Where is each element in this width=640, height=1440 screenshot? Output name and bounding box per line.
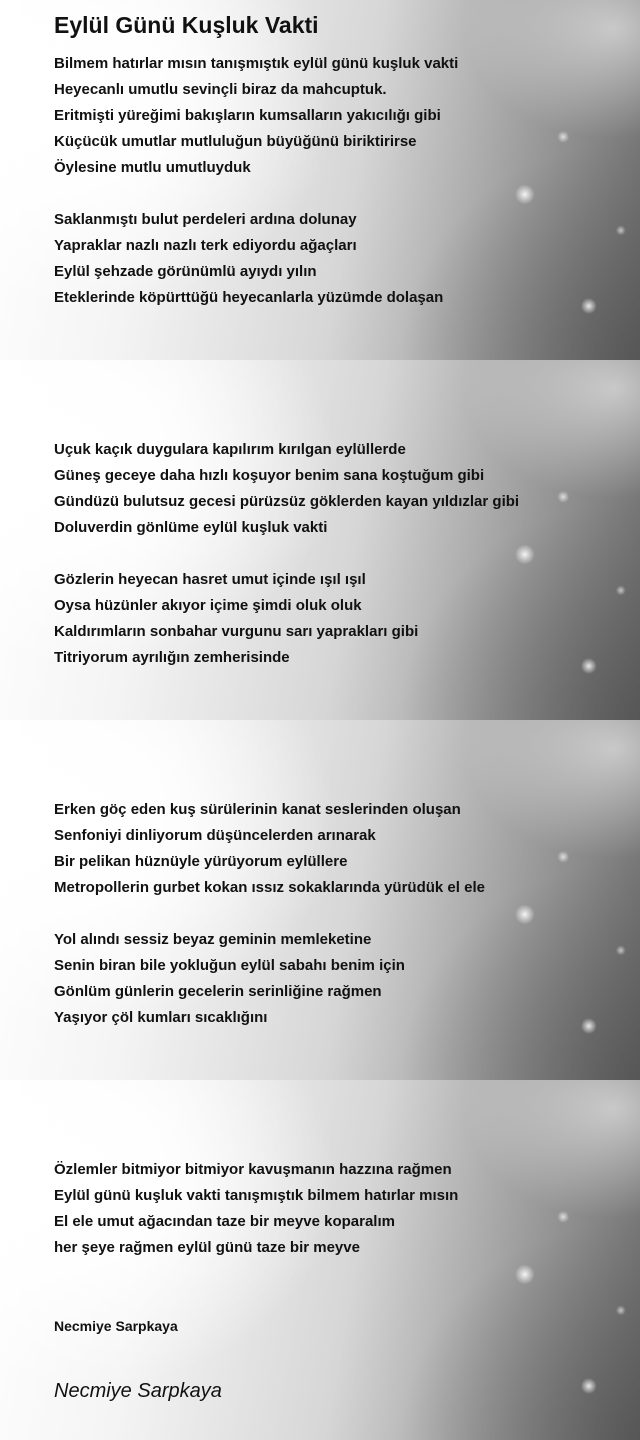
poem-panel-1 xyxy=(0,0,640,360)
poem-line: Gönlüm günlerin gecelerin serinliğine rağmen xyxy=(54,983,382,1000)
poem-line: her şeye rağmen eylül günü taze bir meyve xyxy=(54,1239,360,1256)
stanza-7 xyxy=(54,1157,458,1261)
poem-line: Senfoniyi dinliyorum düşüncelerden arınarak xyxy=(54,827,376,844)
poem-line: Saklanmıştı bulut perdeleri ardına dolunay xyxy=(54,211,357,228)
poem-line: Doluverdin gönlüme eylül kuşluk vakti xyxy=(54,519,328,536)
poem-line: Eteklerinde köpürttüğü heyecanlarla yüzümde dolaşan xyxy=(54,289,444,306)
stanza-2 xyxy=(54,207,443,311)
poem-line: Heyecanlı umutlu sevinçli biraz da mahcuptuk. xyxy=(54,81,387,98)
poem-line: Yol alındı sessiz beyaz geminin memleketine xyxy=(54,931,372,948)
poem-line: Uçuk kaçık duygulara kapılırım kırılgan eylüllerde xyxy=(54,441,406,458)
author-signature: Necmiye Sarpkaya xyxy=(54,1380,222,1402)
poem-line: Eylül şehzade görünümlü ayıydı yılın xyxy=(54,263,317,280)
poem-title: Eylül Günü Kuşluk Vakti xyxy=(54,12,319,38)
poem-line: Oysa hüzünler akıyor içime şimdi oluk oluk xyxy=(54,597,362,614)
poem-line: Senin biran bile yokluğun eylül sabahı benim için xyxy=(54,957,405,974)
poem-line: Titriyorum ayrılığın zemherisinde xyxy=(54,649,290,666)
stanza-3 xyxy=(54,437,519,541)
poem-line: Metropollerin gurbet kokan ıssız sokaklarında yürüdük el ele xyxy=(54,879,485,896)
poem-line: El ele umut ağacından taze bir meyve koparalım xyxy=(54,1213,395,1230)
poem-line: Öylesine mutlu umutluyduk xyxy=(54,159,251,176)
poem-panel-4 xyxy=(0,1080,640,1440)
poem-line: Erken göç eden kuş sürülerinin kanat seslerinden oluşan xyxy=(54,801,461,818)
stanza-5 xyxy=(54,797,485,901)
poem-line: Gündüzü bulutsuz gecesi pürüzsüz göklerden kayan yıldızlar gibi xyxy=(54,493,520,510)
poem-line: Özlemler bitmiyor bitmiyor kavuşmanın hazzına rağmen xyxy=(54,1161,452,1178)
stanza-6 xyxy=(54,927,405,1031)
poem-panel-3 xyxy=(0,720,640,1080)
poem-line: Küçücük umutlar mutluluğun büyüğünü biriktirirse xyxy=(54,133,417,150)
poem-panel-2 xyxy=(0,360,640,720)
poem-line: Bilmem hatırlar mısın tanışmıştık eylül günü kuşluk vakti xyxy=(54,55,459,72)
poem-line: Gözlerin heyecan hasret umut içinde ışıl ışıl xyxy=(54,571,366,588)
poem-line: Güneş geceye daha hızlı koşuyor benim sana koştuğum gibi xyxy=(54,467,485,484)
poem-line: Eylül günü kuşluk vakti tanışmıştık bilmem hatırlar mısın xyxy=(54,1187,459,1204)
poem-line: Bir pelikan hüznüyle yürüyorum eylüllere xyxy=(54,853,348,870)
stanza-4 xyxy=(54,567,418,671)
poem-line: Eritmişti yüreğimi bakışların kumsalların yakıcılığı gibi xyxy=(54,107,441,124)
poem-line: Yapraklar nazlı nazlı terk ediyordu ağaçları xyxy=(54,237,357,254)
poem-author: Necmiye Sarpkaya xyxy=(54,1318,178,1334)
poem-line: Yaşıyor çöl kumları sıcaklığını xyxy=(54,1009,268,1026)
stanza-1 xyxy=(54,51,458,181)
poem-line: Kaldırımların sonbahar vurgunu sarı yaprakları gibi xyxy=(54,623,419,640)
